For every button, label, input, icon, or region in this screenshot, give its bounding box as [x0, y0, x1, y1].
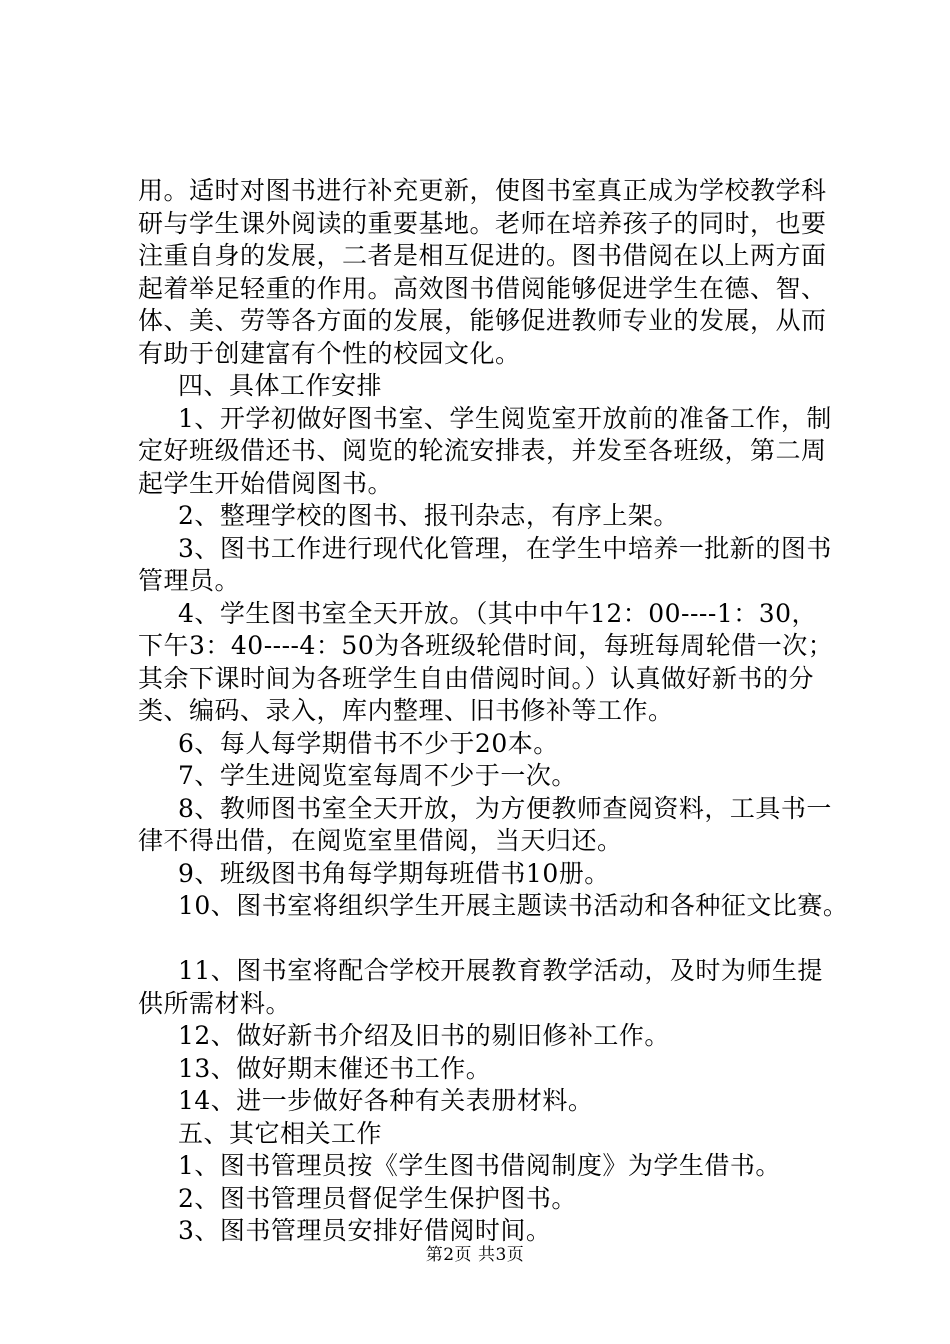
text-line: 其余下课时间为各班学生自由借阅时间。）认真做好新书的分	[138, 664, 815, 693]
text-line: 8、教师图书室全天开放，为方便教师查阅资料，工具书一	[178, 794, 832, 823]
text-line: 14、进一步做好各种有关表册材料。	[178, 1086, 594, 1115]
text-line: 1、开学初做好图书室、学生阅览室开放前的准备工作，制	[178, 404, 832, 433]
text-line: 下午3：40----4：50为各班级轮借时间，每班每周轮借一次；	[138, 631, 834, 660]
text-line: 体、美、劳等各方面的发展，能够促进教师专业的发展，从而	[138, 306, 827, 335]
text-line: 2、整理学校的图书、报刊杂志，有序上架。	[178, 501, 679, 530]
section-heading: 五、其它相关工作	[178, 1119, 383, 1148]
text-line: 起着举足轻重的作用。高效图书借阅能够促进学生在德、智、	[138, 274, 827, 303]
text-line: 定好班级借还书、阅览的轮流安排表，并发至各班级，第二周	[138, 436, 827, 465]
text-line: 1、图书管理员按《学生图书借阅制度》为学生借书。	[178, 1151, 781, 1180]
text-line: 7、学生进阅览室每周不少于一次。	[178, 761, 577, 790]
text-line: 研与学生课外阅读的重要基地。老师在培养孩子的同时，也要	[138, 209, 827, 238]
text-line: 3、图书管理员安排好借阅时间。	[178, 1216, 552, 1245]
text-line: 供所需材料。	[138, 989, 292, 1018]
text-line: 注重自身的发展，二者是相互促进的。图书借阅在以上两方面	[138, 241, 827, 270]
text-line: 律不得出借，在阅览室里借阅，当天归还。	[138, 826, 623, 855]
page-footer: 第2页 共3页	[425, 1245, 525, 1265]
text-line: 10、图书室将组织学生开展主题读书活动和各种征文比赛。	[178, 891, 849, 920]
text-line: 起学生开始借阅图书。	[138, 469, 394, 498]
text-line: 11、图书室将配合学校开展教育教学活动，及时为师生提	[178, 956, 823, 985]
text-line: 有助于创建富有个性的校园文化。	[138, 339, 521, 368]
text-line: 13、做好期末催还书工作。	[178, 1054, 492, 1083]
text-line: 9、班级图书角每学期每班借书10册。	[178, 859, 610, 888]
text-line: 3、图书工作进行现代化管理，在学生中培养一批新的图书	[178, 534, 832, 563]
text-line: 6、每人每学期借书不少于20本。	[178, 729, 559, 758]
text-line: 2、图书管理员督促学生保护图书。	[178, 1184, 577, 1213]
text-line: 4、学生图书室全天开放。（其中中午12：00----1：30，	[178, 599, 818, 628]
text-line: 用。适时对图书进行补充更新，使图书室真正成为学校教学科	[138, 176, 827, 205]
section-heading: 四、具体工作安排	[178, 371, 383, 400]
text-line: 管理员。	[138, 566, 241, 595]
text-line: 类、编码、录入，库内整理、旧书修补等工作。	[138, 696, 674, 725]
text-line: 12、做好新书介绍及旧书的剔旧修补工作。	[178, 1021, 670, 1050]
